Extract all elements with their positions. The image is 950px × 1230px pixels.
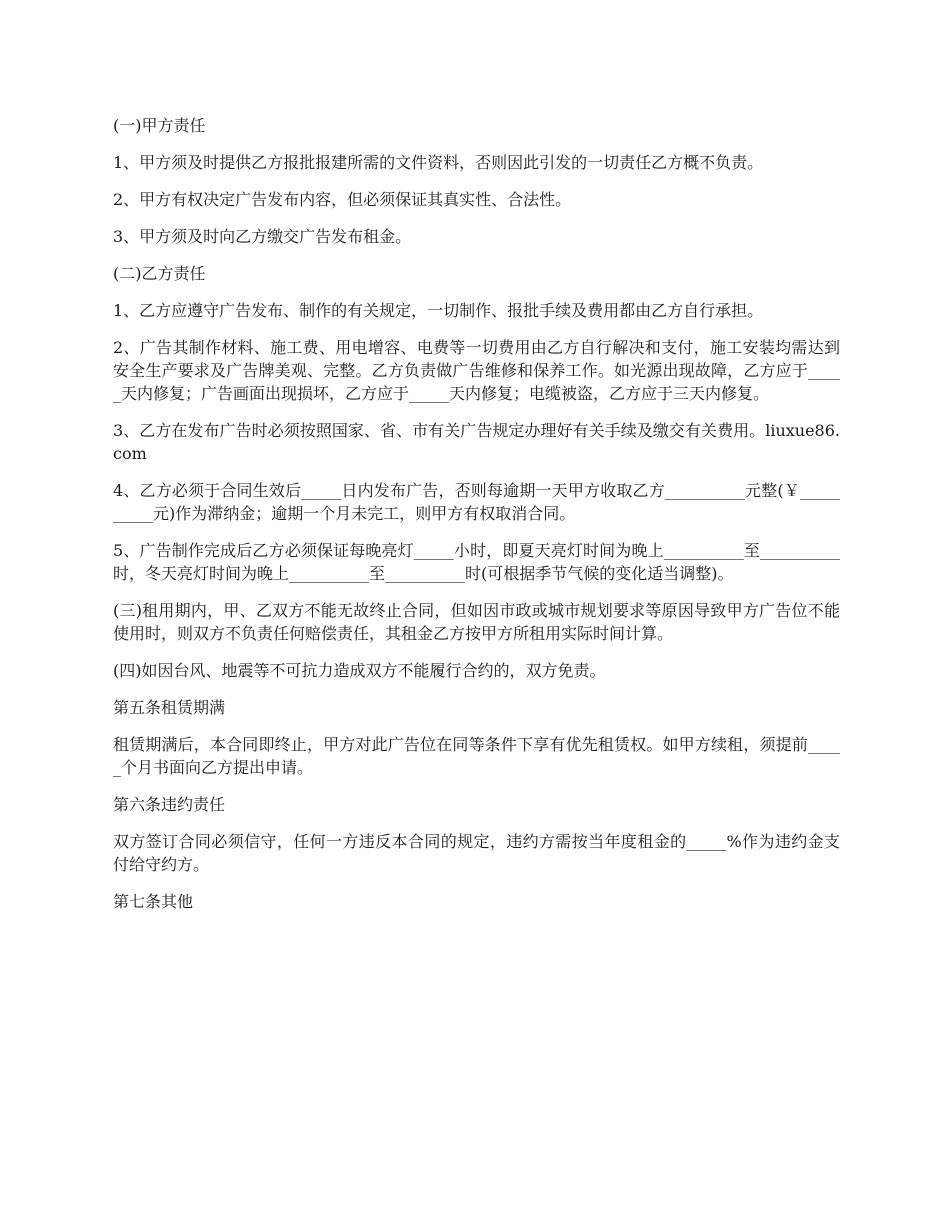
party-b-clause-3: 3、乙方在发布广告时必须按照国家、省、市有关广告规定办理好有关手续及缴交有关费用。liuxue86.com <box>113 421 840 463</box>
party-b-clause-1: 1、乙方应遵守广告发布、制作的有关规定，一切制作、报批手续及费用都由乙方自行承担。 <box>113 301 764 320</box>
party-a-clause-2: 2、甲方有权决定广告发布内容，但必须保证其真实性、合法性。 <box>113 190 572 209</box>
party-a-clause-3: 3、甲方须及时向乙方缴交广告发布租金。 <box>113 227 412 246</box>
article-five-heading: 第五条租赁期满 <box>113 698 226 717</box>
party-b-clause-5: 5、广告制作完成后乙方必须保证每晚亮灯_____小时，即夏天亮灯时间为晚上__________至__________时，冬天亮灯时间为晚上__________至__________时(可根据季节气候的变化适当调整)。 <box>113 541 840 583</box>
section-heading-party-b: (二)乙方责任 <box>113 264 206 283</box>
clause-four: (四)如因台风、地震等不可抗力造成双方不能履行合约的，双方免责。 <box>113 661 606 680</box>
document-page <box>113 0 840 927</box>
section-heading-party-a: (一)甲方责任 <box>113 116 206 135</box>
article-six-body: 双方签订合同必须信守，任何一方违反本合同的规定，违约方需按当年度租金的_____%作为违约金支付给守约方。 <box>113 832 840 874</box>
party-b-clause-4: 4、乙方必须于合同生效后_____日内发布广告，否则每逾期一天甲方收取乙方__________元整(￥__________元)作为滞纳金；逾期一个月未完工，则甲方有权取消合同。 <box>113 481 840 523</box>
party-b-clause-2: 2、广告其制作材料、施工费、用电增容、电费等一切费用由乙方自行解决和支付，施工安装均需达到安全生产要求及广告牌美观、完整。乙方负责做广告维修和保养工作。如光源出现故障，乙方应于_____天内修复；广告画面出现损坏，乙方应于_____天内修复；电缆被盗，乙方应于三天内修复。 <box>113 338 840 403</box>
article-five-body: 租赁期满后，本合同即终止，甲方对此广告位在同等条件下享有优先租赁权。如甲方续租，须提前_____个月书面向乙方提出申请。 <box>113 735 840 777</box>
article-six-heading: 第六条违约责任 <box>113 795 226 814</box>
article-seven-heading: 第七条其他 <box>113 892 194 911</box>
clause-three: (三)租用期内，甲、乙双方不能无故终止合同，但如因市政或城市规划要求等原因导致甲方广告位不能使用时，则双方不负责任何赔偿责任，其租金乙方按甲方所租用实际时间计算。 <box>113 601 840 643</box>
party-a-clause-1: 1、甲方须及时提供乙方报批报建所需的文件资料，否则因此引发的一切责任乙方概不负责。 <box>113 153 764 172</box>
